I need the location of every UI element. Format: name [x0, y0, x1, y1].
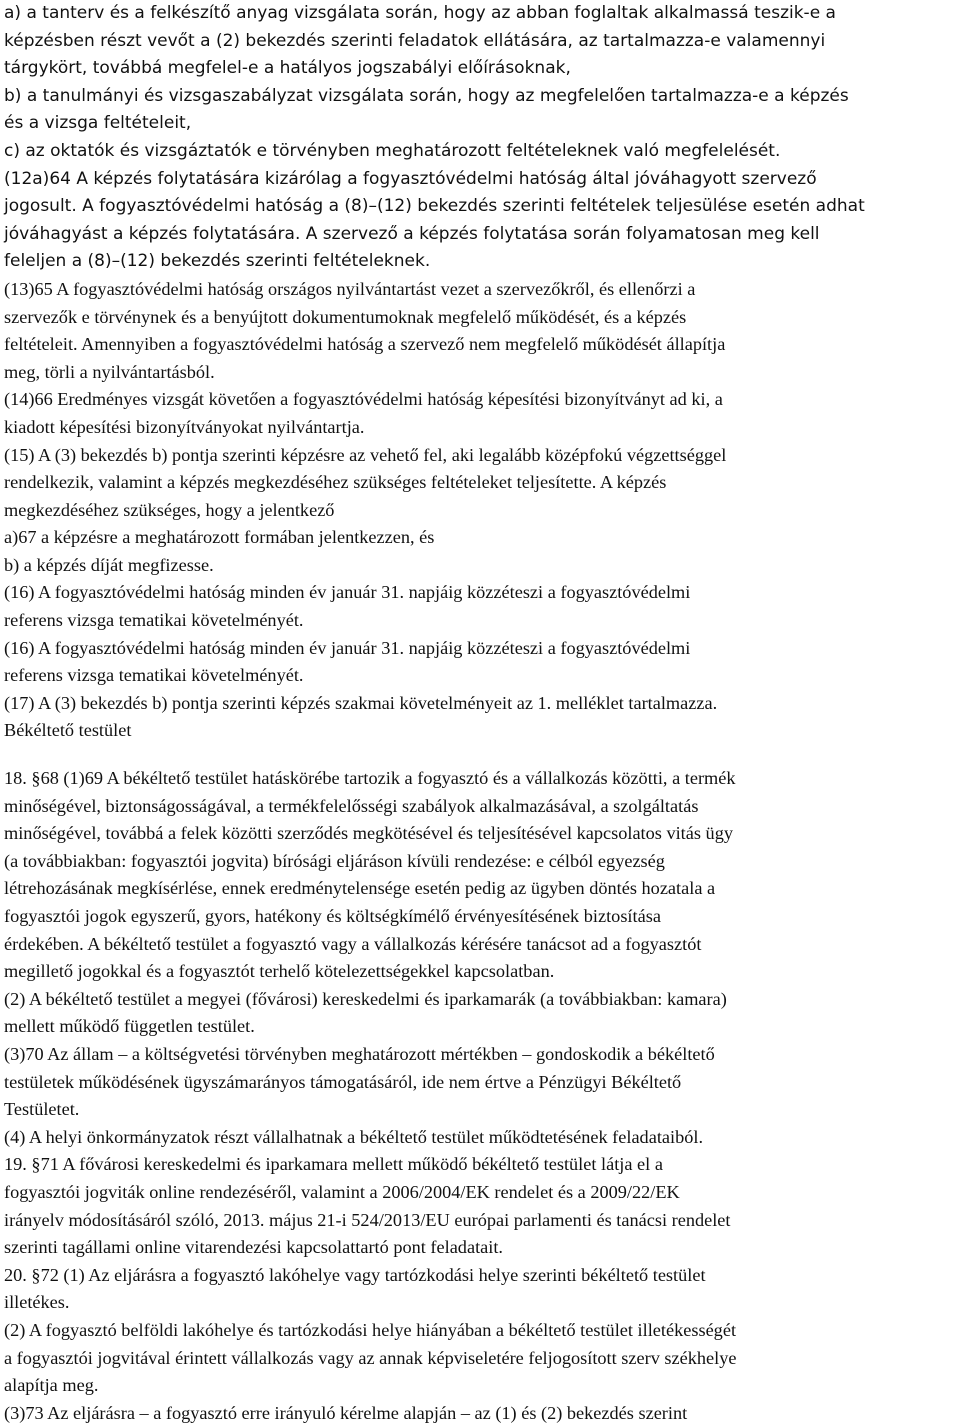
text-line: fogyasztói jogviták online rendezéséről, valamint a 2006/2004/EK rendelet és a 2009/22/EK — [4, 1181, 680, 1202]
text-line: (16) A fogyasztóvédelmi hatóság minden év január 31. napjáig közzéteszi a fogyasztóvédelmi — [4, 582, 691, 603]
text-line: feltételeit. Amennyiben a fogyasztóvédelmi hatóság a szervező nem megfelelő működését állapítja — [4, 334, 726, 355]
text-line: szervezők e törvénynek és a benyújtott dokumentumoknak megfelelő működését, és a képzés — [4, 306, 687, 327]
text-line: jóváhagyást a képzés folytatására. A szervező a képzés folytatása során folyamatosan meg kell — [4, 223, 820, 244]
text-line: (13)65 A fogyasztóvédelmi hatóság országos nyilvántartást vezet a szervezőkről, és ellenőrzi a — [4, 278, 696, 299]
text-line: (12a)64 A képzés folytatására kizárólag a fogyasztóvédelmi hatóság által jóváhagyott szervező — [4, 168, 817, 189]
text-line: minőségével, továbbá a felek közötti szerződés megkötésével és teljesítésével kapcsolatos vitás ügy — [4, 823, 733, 844]
text-line: (2) A fogyasztó belföldi lakóhelye és tartózkodási helye hiányában a békéltető testület illetékességét — [4, 1319, 737, 1340]
text-line: alapítja meg. — [4, 1375, 99, 1396]
text-line: b) a tanulmányi és vizsgaszabályzat vizsgálata során, hogy az megfelelően tartalmazza-e a képzés — [4, 85, 849, 106]
text-line: létrehozásának megkísérlése, ennek eredménytelensége esetén pedig az ügyben döntés hozatala a — [4, 878, 716, 899]
text-block-bottom — [4, 765, 956, 1427]
section-heading: Békéltető testület — [4, 720, 132, 741]
text-line: jogosult. A fogyasztóvédelmi hatóság a (8)–(12) bekezdés szerinti feltételek teljesülése esetén adhat — [4, 196, 865, 217]
text-line: a)67 a képzésre a meghatározott formában jelentkezzen, és — [4, 527, 435, 548]
text-line: a fogyasztói jogvitával érintett vállalkozás vagy az annak képviseletére feljogosított szerv székhelye — [4, 1347, 737, 1368]
text-line: rendelkezik, valamint a képzés megkezdéséhez szükséges feltételeket teljesítette. A képzés — [4, 472, 667, 493]
text-line: (3)70 Az állam – a költségvetési törvényben meghatározott mértékben – gondoskodik a békéltető — [4, 1043, 715, 1064]
text-line: fogyasztói jogok egyszerű, gyors, hatékony és költségkímélő érvényesítésének biztosítása — [4, 906, 661, 926]
text-line: (3)73 Az eljárásra – a fogyasztó erre irányuló kérelme alapján – az (1) és (2) bekezdés szerint — [4, 1402, 688, 1423]
text-line: meg, törli a nyilvántartásból. — [4, 361, 215, 382]
text-line: és a vizsga feltételeit, — [4, 113, 192, 134]
text-line: szerinti tagállami online vitarendezési kapcsolattartó pont feladatait. — [4, 1237, 503, 1258]
text-line: feleljen a (8)–(12) bekezdés szerinti feltételeknek. — [4, 251, 431, 272]
text-line: kiadott képesítési bizonyítványokat nyilvántartja. — [4, 416, 365, 437]
text-line: 19. §71 A fővárosi kereskedelmi és iparkamara mellett működő békéltető testület látja el a — [4, 1154, 663, 1175]
text-line: mellett működő független testület. — [4, 1016, 255, 1037]
text-line: (17) A (3) bekezdés b) pontja szerinti képzés szakmai követelményeit az 1. melléklet tartalmazza. — [4, 692, 718, 713]
text-line: b) a képzés díját megfizesse. — [4, 554, 214, 575]
text-line: érdekében. A békéltető testület a fogyasztó vagy a vállalkozás kérésére tanácsot ad a fogyasztót — [4, 933, 702, 954]
section-spacer — [4, 745, 956, 765]
text-line: referens vizsga tematikai követelményét. — [4, 610, 304, 631]
text-line: képzésben részt vevőt a (2) bekezdés szerinti feladatok ellátására, az tartalmazza-e valamennyi — [4, 30, 826, 51]
text-line: a) a tanterv és a felkészítő anyag vizsgálata során, hogy az abban foglaltak alkalmassá teszik-e a — [4, 3, 836, 23]
text-line: (4) A helyi önkormányzatok részt vállalhatnak a békéltető testület működtetésének feladataiból. — [4, 1126, 704, 1147]
text-line: (16) A fogyasztóvédelmi hatóság minden év január 31. napjáig közzéteszi a fogyasztóvédelmi — [4, 637, 691, 658]
text-line: (2) A békéltető testület a megyei (fővárosi) kereskedelmi és iparkamarák (a továbbiakban: kamara) — [4, 988, 727, 1009]
text-line: illetékes. — [4, 1292, 70, 1313]
text-line: megkezdéséhez szükséges, hogy a jelentkező — [4, 499, 335, 520]
text-line: 18. §68 (1)69 A békéltető testület hatáskörébe tartozik a fogyasztó és a vállalkozás közötti, a termék — [4, 768, 736, 789]
text-line: (a továbbiakban: fogyasztói jogvita) bírósági eljáráson kívüli rendezése: e célból egyezség — [4, 850, 665, 871]
text-line: minőségével, biztonságosságával, a termékfelelősségi szabályok alkalmazásával, a szolgáltatás — [4, 795, 699, 816]
text-line: Testületet. — [4, 1099, 80, 1120]
text-block-top — [4, 0, 956, 276]
text-line: irányelv módosításáról szóló, 2013. május 21-i 524/2013/EU európai parlamenti és tanácsi rendelet — [4, 1209, 731, 1230]
text-line: (15) A (3) bekezdés b) pontja szerinti képzésre az vehető fel, aki legalább középfokú végzettséggel — [4, 444, 727, 465]
text-line: megillető jogokkal és a fogyasztót terhelő kötelezettségekkel kapcsolatban. — [4, 961, 555, 982]
text-line: (14)66 Eredményes vizsgát követően a fogyasztóvédelmi hatóság képesítési bizonyítványt ad ki, a — [4, 389, 723, 410]
text-line: 20. §72 (1) Az eljárásra a fogyasztó lakóhelye vagy tartózkodási helye szerinti békéltető testület — [4, 1264, 706, 1285]
text-line: tárgykört, továbbá megfelel-e a hatályos jogszabályi előírásoknak, — [4, 58, 571, 79]
text-line: c) az oktatók és vizsgáztatók e törvényben meghatározott feltételeknek való megfelelését. — [4, 140, 781, 161]
text-line: referens vizsga tematikai követelményét. — [4, 665, 304, 686]
text-line: testületek működésének ügyszámarányos támogatásáról, ide nem értve a Pénzügyi Békéltető — [4, 1071, 682, 1092]
text-block-middle — [4, 276, 956, 745]
